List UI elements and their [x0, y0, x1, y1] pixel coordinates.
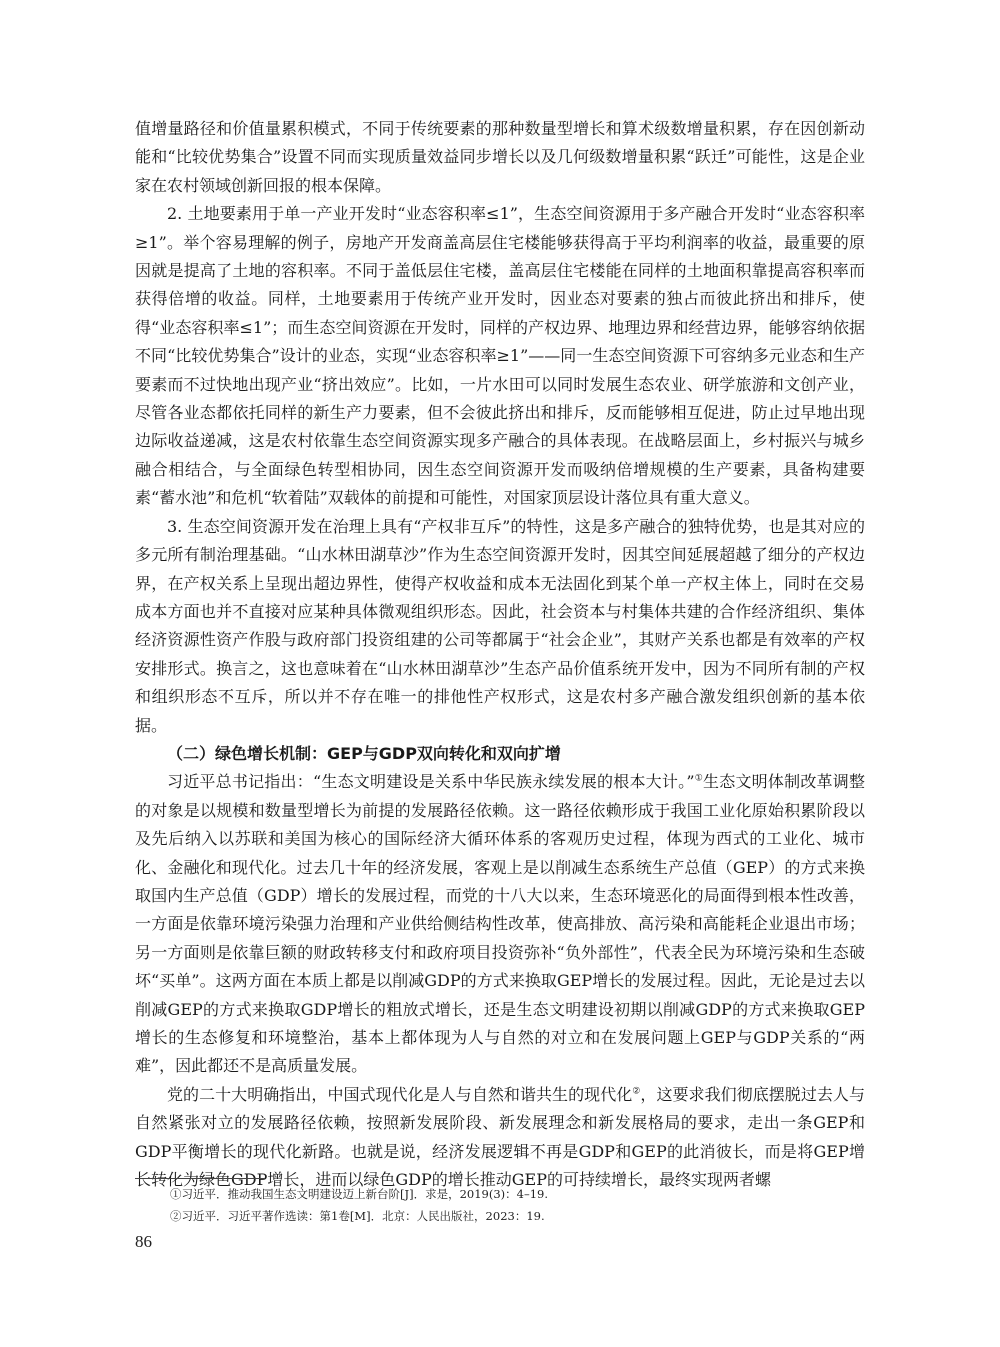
footnote-ref-1[interactable]: ①	[694, 774, 704, 785]
section-heading: （二）绿色增长机制：GEP与GDP双向转化和双向扩增	[167, 743, 561, 763]
footnote-2: ②习近平．习近平著作选读：第1卷[M]．北京：人民出版社，2023：19.	[170, 1209, 545, 1223]
paragraph-green-growth	[135, 768, 865, 1080]
paragraph-continuation: 值增量路径和价值量累积模式，不同于传统要素的那种数量型增长和算术级数增量积累，存在因创新动能和“比较优势集合”设置不同而实现质量效益同步增长以及几何级数增量积累“跃迁”可能性，这是企业家在农村领域创新回报的根本保障。	[135, 119, 865, 195]
paragraph-green-growth-part1: 习近平总书记指出：“生态文明建设是关系中华民族永续发展的根本大计。”	[167, 772, 695, 792]
paragraph-modernization-part2: ，这要求我们彻底摆脱过去人与自然紧张对立的发展路径依赖，按照新发展阶段、新发展理念和新发展格局的要求，走出一条GEP和GDP平衡增长的现代化新路。也就是说，经济发展逻辑不再是GDP和GEP的此消彼长，而是将GEP增长转化为绿色GDP增长，进而以绿色GDP的增长推动GEP的可持续增长，最终实现两者螺	[135, 1084, 865, 1190]
paragraph-land-factor: 2. 土地要素用于单一产业开发时“业态容积率≤1”，生态空间资源用于多产融合开发时“业态容积率≥1”。举个容易理解的例子，房地产开发商盖高层住宅楼能够获得高于平均利润率的收益，最重要的原因就是提高了土地的容积率。不同于盖低层住宅楼，盖高层住宅楼能在同样的土地面积靠提高容积率而获得倍增的收益。同样，土地要素用于传统产业开发时，因业态对要素的独占而彼此挤出和排斥，使得“业态容积率≤1”；而生态空间资源在开发时，同样的产权边界、地理边界和经营边界，能够容纳依据不同“比较优势集合”设计的业态，实现“业态容积率≥1”——同一生态空间资源下可容纳多元业态和生产要素而不过快地出现产业“挤出效应”。比如，一片水田可以同时发展生态农业、研学旅游和文创产业，尽管各业态都依托同样的新生产力要素，但不会彼此挤出和排斥，反而能够相互促进，防止过早地出现边际收益递减，这是农村依靠生态空间资源实现多产融合的具体表现。在战略层面上，乡村振兴与城乡融合相结合，与全面绿色转型相协同，因生态空间资源开发而吸纳倍增规模的生产要素，具备构建要素“蓄水池”和危机“软着陆”双载体的前提和可能性，对国家顶层设计落位具有重大意义。	[135, 204, 865, 508]
paragraph-modernization-part1: 党的二十大明确指出，中国式现代化是人与自然和谐共生的现代化	[167, 1084, 633, 1104]
footnote-divider	[135, 1178, 265, 1179]
footnotes	[170, 1183, 865, 1227]
page-number: 86	[135, 1232, 152, 1251]
article-body	[135, 115, 865, 1194]
footnote-1: ①习近平．推动我国生态文明建设迈上新台阶[J]．求是，2019(3)：4–19.	[170, 1187, 548, 1201]
paragraph-property-rights: 3. 生态空间资源开发在治理上具有“产权非互斥”的特性，这是多产融合的独特优势，也是其对应的多元所有制治理基础。“山水林田湖草沙”作为生态空间资源开发时，因其空间延展超越了细分的产权边界，在产权关系上呈现出超边界性，使得产权收益和成本无法固化到某个单一产权主体上，同时在交易成本方面也并不直接对应某种具体微观组织形态。因此，社会资本与村集体共建的合作经济组织、集体经济资源性资产作股与政府部门投资组建的公司等都属于“社会企业”，其财产关系也都是有效率的产权安排形式。换言之，这也意味着在“山水林田湖草沙”生态产品价值系统开发中，因为不同所有制的产权和组织形态不互斥，所以并不存在唯一的排他性产权形式，这是农村多产融合激发组织创新的基本依据。	[135, 516, 865, 735]
footnote-ref-2[interactable]: ②	[632, 1086, 641, 1097]
paragraph-green-growth-part2: 生态文明体制改革调整的对象是以规模和数量型增长为前提的发展路径依赖。这一路径依赖形成于我国工业化原始积累阶段以及先后纳入以苏联和美国为核心的国际经济大循环体系的客观历史过程，体现为西式的工业化、城市化、金融化和现代化。过去几十年的经济发展，客观上是以削减生态系统生产总值（GEP）的方式来换取国内生产总值（GDP）增长的发展过程，而党的十八大以来，生态环境恶化的局面得到根本性改善，一方面是依靠环境污染强力治理和产业供给侧结构性改革，使高排放、高污染和高能耗企业退出市场；另一方面则是依靠巨额的财政转移支付和政府项目投资弥补“负外部性”，代表全民为环境污染和生态破坏“买单”。这两方面在本质上都是以削减GDP的方式来换取GEP增长的发展过程。因此，无论是过去以削减GEP的方式来换取GDP增长的粗放式增长，还是生态文明建设初期以削减GDP的方式来换取GEP增长的生态修复和环境整治，基本上都体现为人与自然的对立和在发展问题上GEP与GDP关系的“两难”，因此都还不是高质量发展。	[135, 772, 865, 1076]
